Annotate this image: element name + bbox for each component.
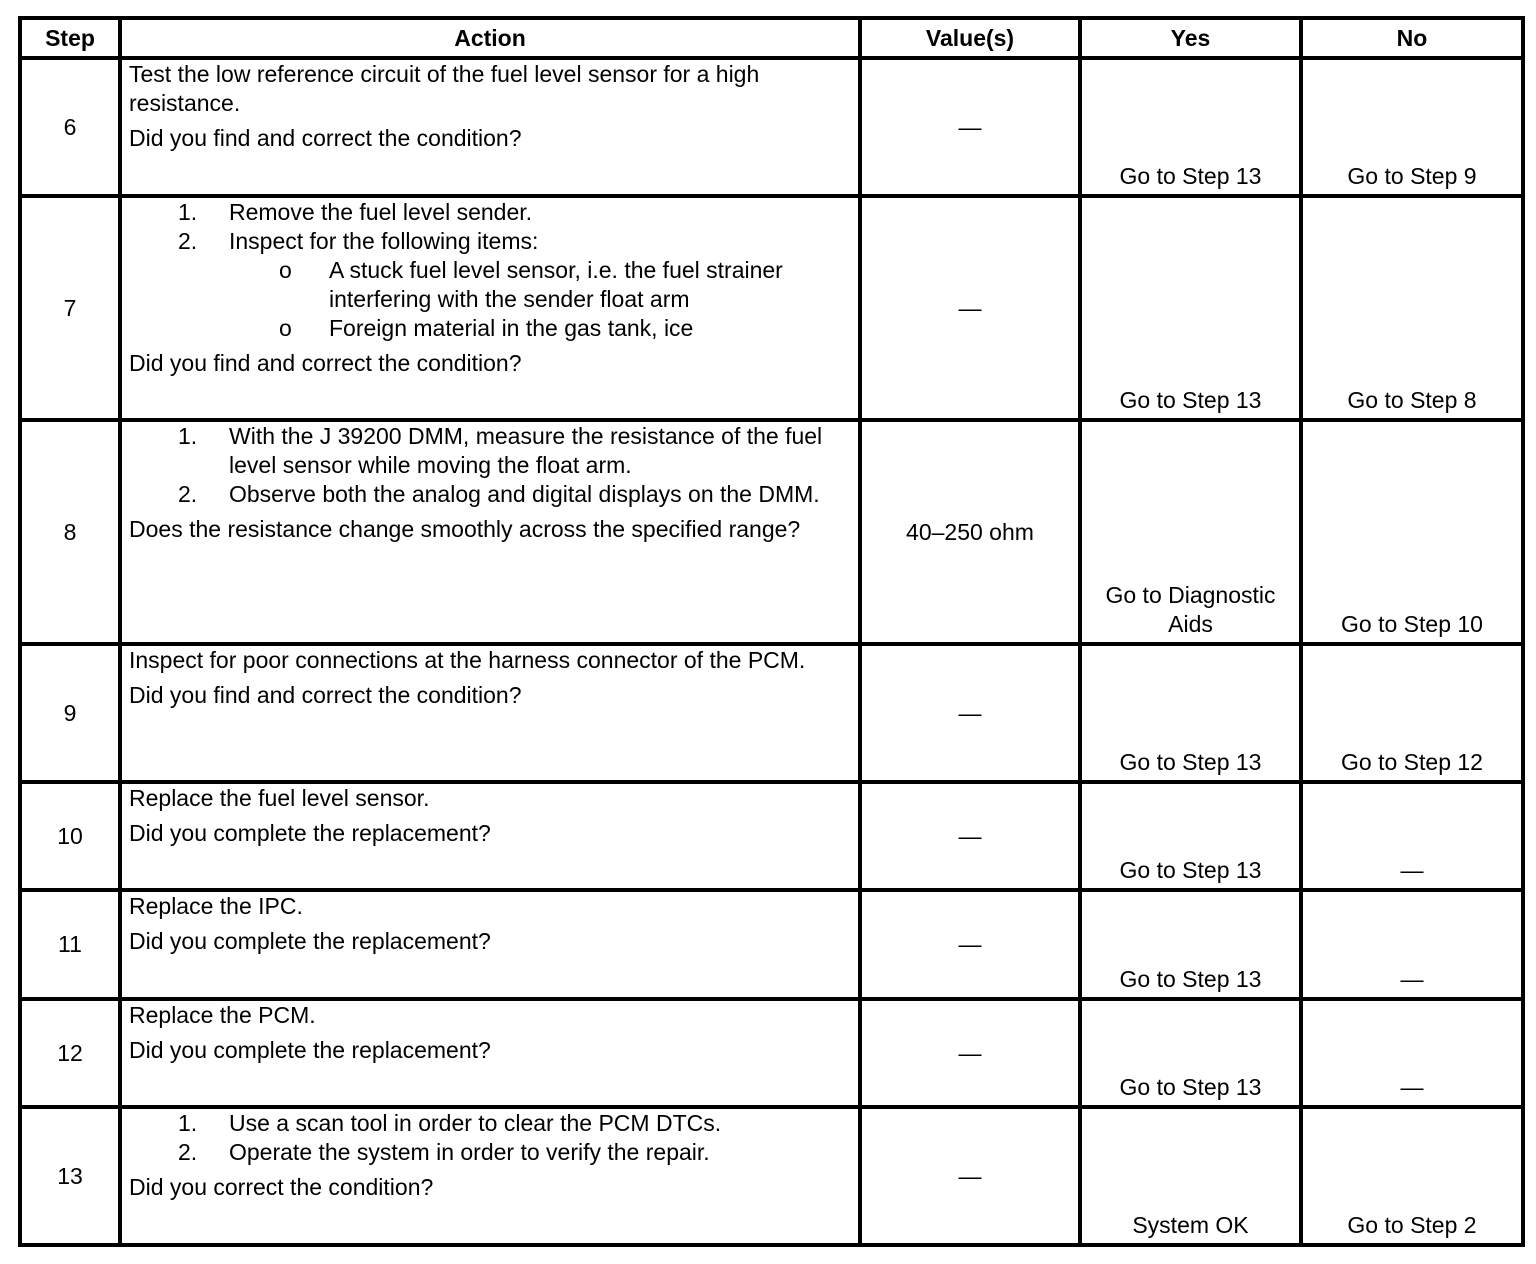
action-question: Did you correct the condition? xyxy=(129,1174,434,1200)
action-text: Replace the IPC. xyxy=(129,893,303,919)
no-cell: — xyxy=(1301,890,1523,999)
list-item: 2. Operate the system in order to verify the repair. xyxy=(178,1139,710,1165)
action-question: Did you complete the replacement? xyxy=(129,820,491,846)
no-cell: Go to Step 2 xyxy=(1301,1107,1523,1245)
step-number: 6 xyxy=(20,58,120,196)
value-cell: — xyxy=(860,890,1080,999)
yes-cell: Go to Step 13 xyxy=(1080,644,1301,782)
table-row xyxy=(20,890,1523,999)
table-row xyxy=(20,196,1523,420)
value-cell: — xyxy=(860,58,1080,196)
diagnostic-table xyxy=(18,16,1525,1247)
action-question: Did you find and correct the condition? xyxy=(129,125,522,151)
no-cell: Go to Step 12 xyxy=(1301,644,1523,782)
action-question: Did you complete the replacement? xyxy=(129,928,491,954)
table-row xyxy=(20,644,1523,782)
action-cell xyxy=(120,644,860,782)
list-item: o A stuck fuel level sensor, i.e. the fuel strainer interfering with the sender float arm xyxy=(279,257,783,312)
step-number: 8 xyxy=(20,420,120,644)
no-cell: Go to Step 8 xyxy=(1301,196,1523,420)
numbered-list xyxy=(129,1109,852,1167)
action-cell xyxy=(120,1107,860,1245)
header-action: Action xyxy=(120,18,860,58)
no-cell: — xyxy=(1301,999,1523,1107)
list-item: o Foreign material in the gas tank, ice xyxy=(279,315,694,341)
table-row xyxy=(20,1107,1523,1245)
value-cell: — xyxy=(860,999,1080,1107)
yes-cell: Go to Step 13 xyxy=(1080,58,1301,196)
yes-cell: System OK xyxy=(1080,1107,1301,1245)
yes-cell: Go to Step 13 xyxy=(1080,999,1301,1107)
action-question: Did you find and correct the condition? xyxy=(129,682,522,708)
table-row xyxy=(20,58,1523,196)
value-cell: — xyxy=(860,196,1080,420)
action-text: Inspect for poor connections at the harness connector of the PCM. xyxy=(129,647,806,673)
no-cell: — xyxy=(1301,782,1523,890)
header-step: Step xyxy=(20,18,120,58)
step-number: 10 xyxy=(20,782,120,890)
step-number: 13 xyxy=(20,1107,120,1245)
table-row xyxy=(20,999,1523,1107)
step-number: 12 xyxy=(20,999,120,1107)
list-item: 2. Observe both the analog and digital displays on the DMM. xyxy=(178,481,820,507)
table-row xyxy=(20,420,1523,644)
value-cell: — xyxy=(860,1107,1080,1245)
bullet-list xyxy=(129,256,852,343)
list-item: 2. Inspect for the following items: xyxy=(178,228,539,254)
yes-cell: Go to Step 13 xyxy=(1080,782,1301,890)
list-item: 1. With the J 39200 DMM, measure the resistance of the fuel level sensor while moving the float arm. xyxy=(178,423,823,478)
step-number: 9 xyxy=(20,644,120,782)
action-text: Replace the PCM. xyxy=(129,1002,316,1028)
action-cell xyxy=(120,999,860,1107)
no-cell: Go to Step 9 xyxy=(1301,58,1523,196)
action-text: Test the low reference circuit of the fuel level sensor for a high resistance. xyxy=(129,61,760,116)
yes-cell: Go to Step 13 xyxy=(1080,890,1301,999)
yes-cell: Go to Step 13 xyxy=(1080,196,1301,420)
yes-cell: Go to Diagnostic Aids xyxy=(1080,420,1301,644)
action-question: Did you find and correct the condition? xyxy=(129,350,522,376)
no-cell: Go to Step 10 xyxy=(1301,420,1523,644)
action-cell xyxy=(120,890,860,999)
numbered-list xyxy=(129,422,852,509)
table-row xyxy=(20,782,1523,890)
step-number: 11 xyxy=(20,890,120,999)
action-cell xyxy=(120,58,860,196)
action-text: Replace the fuel level sensor. xyxy=(129,785,430,811)
list-item: 1. Use a scan tool in order to clear the PCM DTCs. xyxy=(178,1110,722,1136)
value-cell: — xyxy=(860,782,1080,890)
numbered-list xyxy=(129,198,852,256)
value-cell: 40–250 ohm xyxy=(860,420,1080,644)
action-question: Does the resistance change smoothly across the specified range? xyxy=(129,516,801,542)
header-no: No xyxy=(1301,18,1523,58)
header-yes: Yes xyxy=(1080,18,1301,58)
action-question: Did you complete the replacement? xyxy=(129,1037,491,1063)
action-cell xyxy=(120,782,860,890)
list-item: 1. Remove the fuel level sender. xyxy=(178,199,533,225)
step-number: 7 xyxy=(20,196,120,420)
header-values: Value(s) xyxy=(860,18,1080,58)
header-row xyxy=(20,18,1523,58)
action-cell xyxy=(120,420,860,644)
value-cell: — xyxy=(860,644,1080,782)
action-cell xyxy=(120,196,860,420)
